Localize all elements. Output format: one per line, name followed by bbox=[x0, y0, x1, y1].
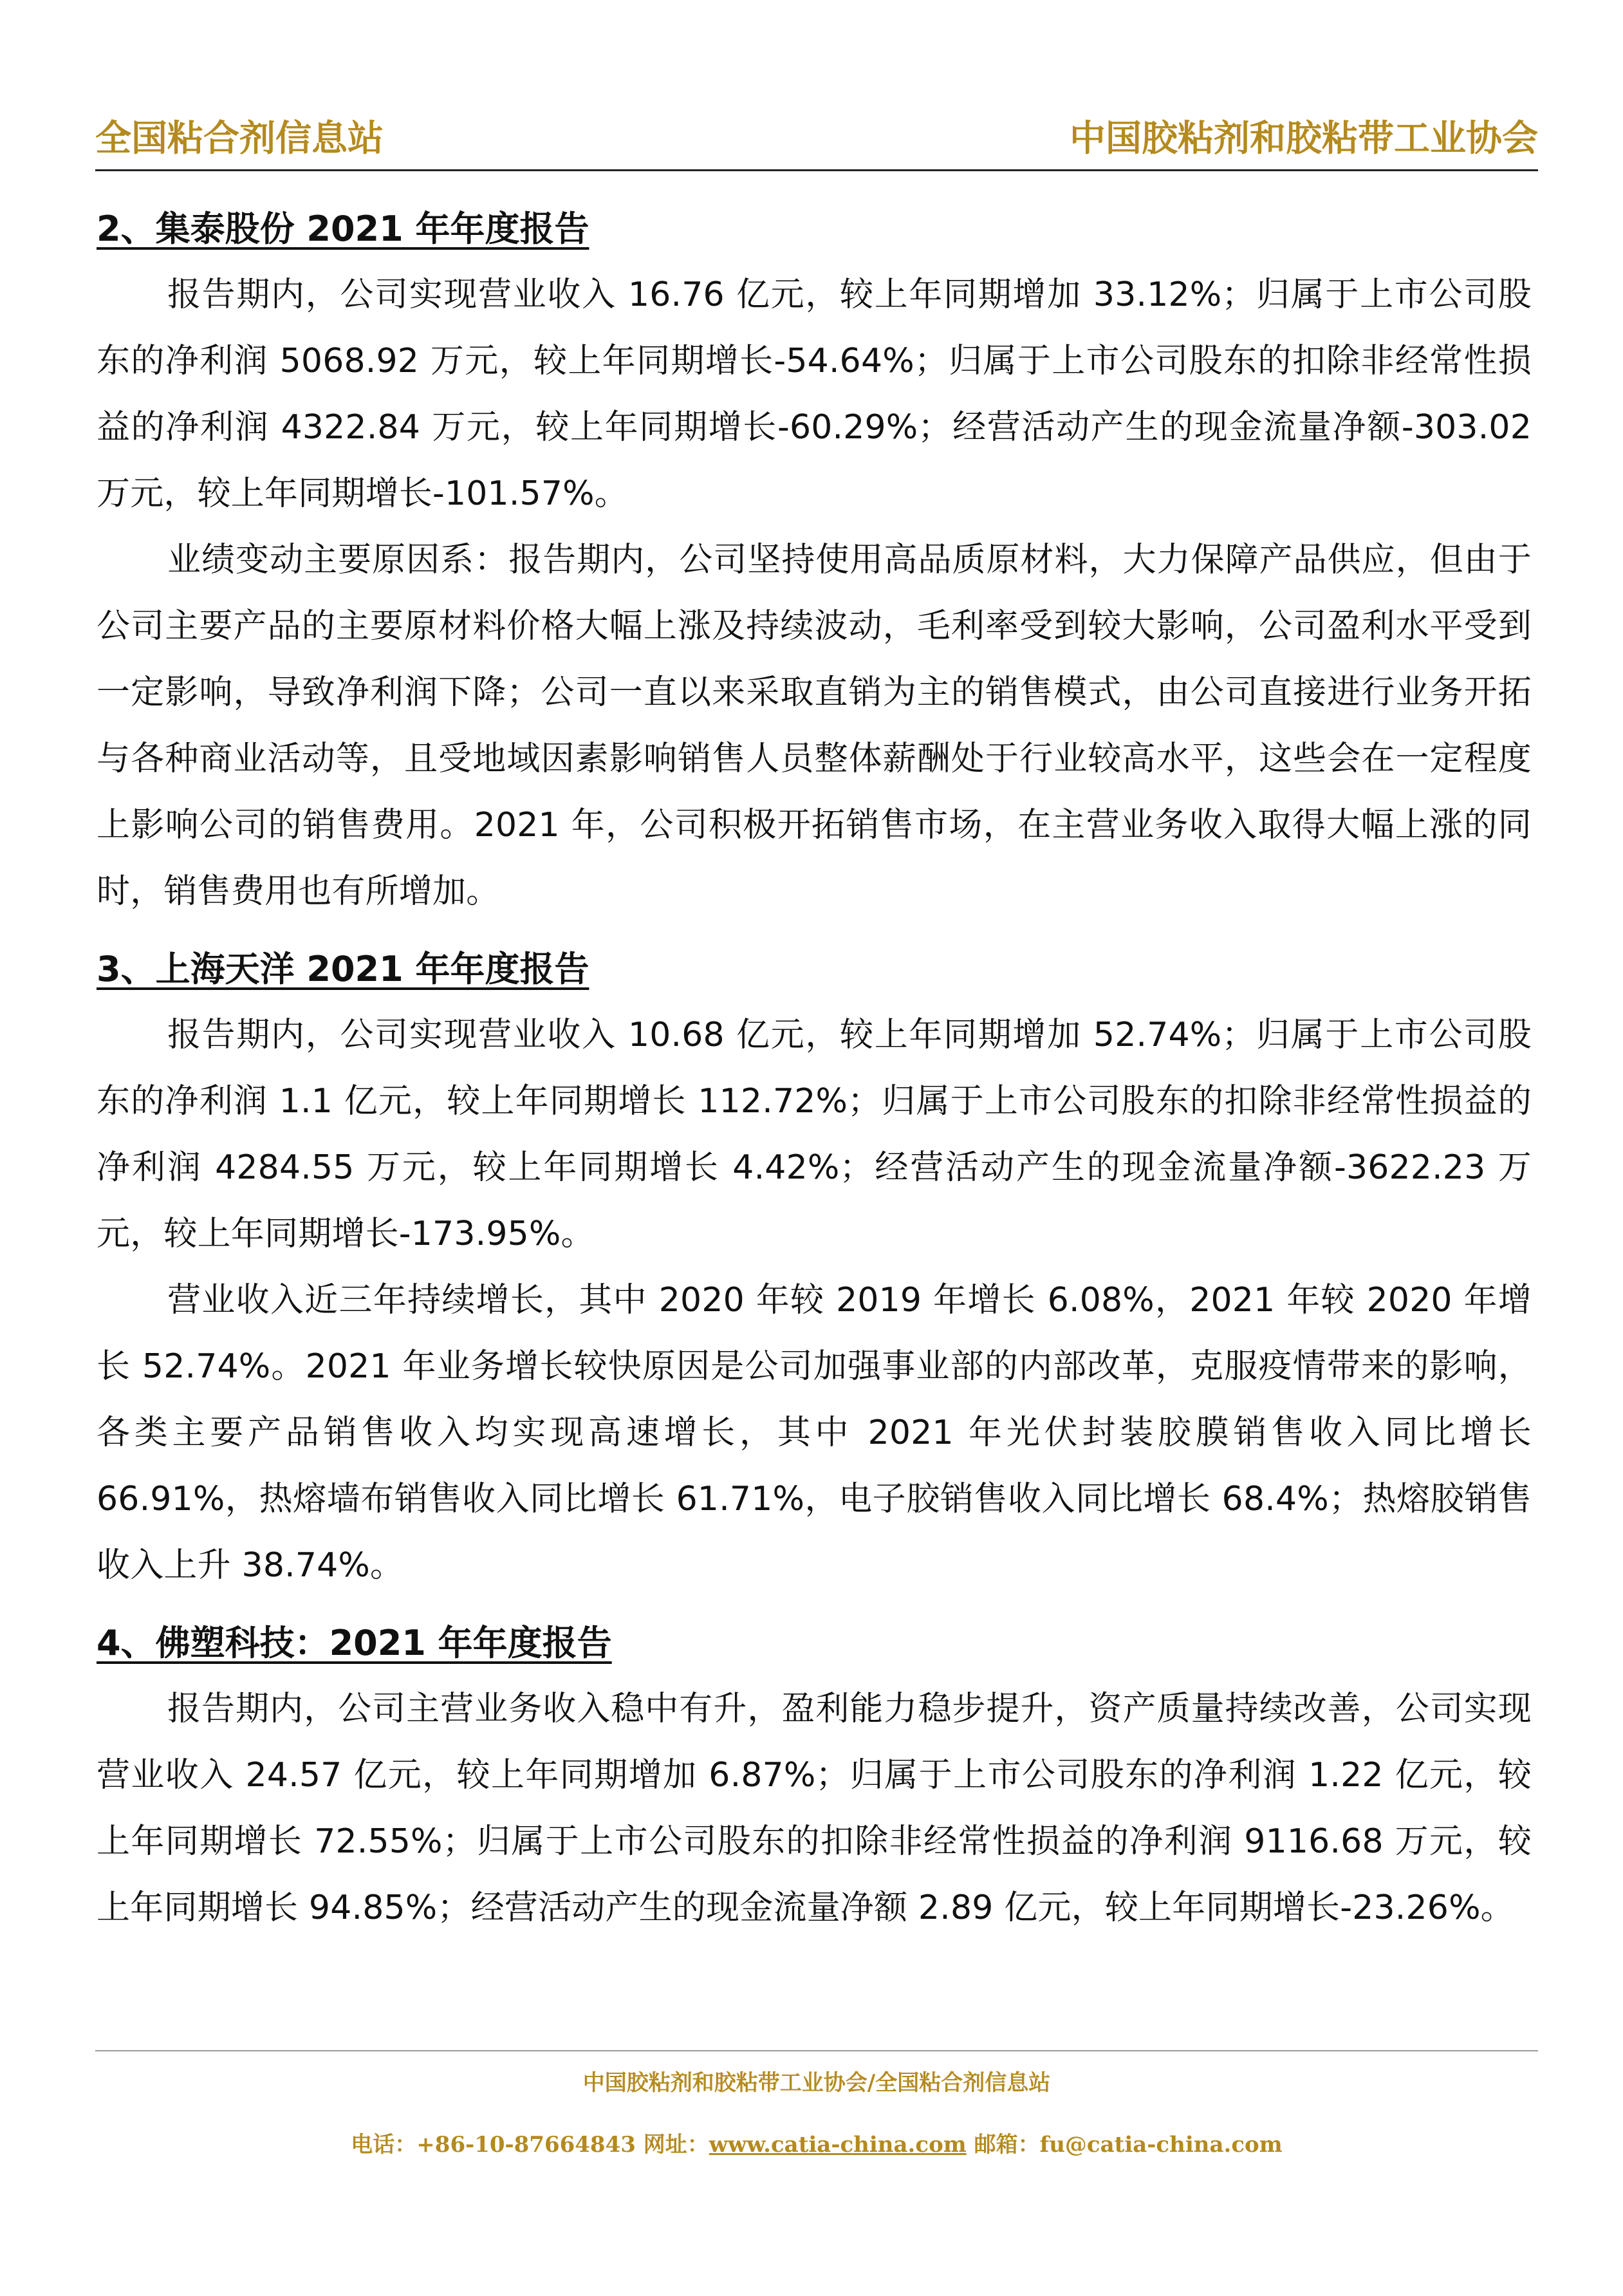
report-section-jitai bbox=[97, 196, 1532, 925]
document-body bbox=[97, 196, 1532, 1953]
report-section-tianyang bbox=[97, 937, 1532, 1599]
header-association-name: 中国胶粘剂和胶粘带工业协会 bbox=[1070, 117, 1538, 160]
footer-org-line: 中国胶粘剂和胶粘带工业协会/全国粘合剂信息站 bbox=[582, 2070, 1051, 2096]
section-title: 3、上海天洋 2021 年年度报告 bbox=[97, 949, 589, 989]
header-site-name: 全国粘合剂信息站 bbox=[95, 117, 384, 160]
paragraph: 营业收入近三年持续增长，其中 2020 年较 2019 年增长 6.08%，2021 年较 2020 年增长 52.74%。2021 年业务增长较快原因是公司加强事业部的内部改革，克服疫情带来的影响，各类主要产品销售收入均实现高速增长，其中 2021 年光伏封装胶膜销售收入同比增长 66.91%，热熔墙布销售收入同比增长 61.71%，电子胶销售收入同比增长 68.4%；热熔胶销售收入上升 38.74%。 bbox=[97, 1281, 1532, 1585]
paragraph: 报告期内，公司实现营业收入 16.76 亿元，较上年同期增加 33.12%；归属于上市公司股东的净利润 5068.92 万元，较上年同期增长-54.64%；归属于上市公司股东的扣除非经常性损益的净利润 4322.84 万元，较上年同期增长-60.29%；经营活动产生的现金流量净额-303.02 万元，较上年同期增长-101.57%。 bbox=[97, 275, 1532, 513]
section-title: 4、佛塑科技：2021 年年度报告 bbox=[97, 1623, 612, 1663]
report-section-fosu bbox=[97, 1610, 1532, 1941]
footer-contact-line bbox=[95, 2129, 1538, 2161]
section-title: 2、集泰股份 2021 年年度报告 bbox=[97, 209, 589, 249]
page-header bbox=[95, 113, 1538, 171]
footer-email: 邮箱：fu@catia-china.com bbox=[966, 2132, 1283, 2158]
paragraph: 报告期内，公司实现营业收入 10.68 亿元，较上年同期增加 52.74%；归属于上市公司股东的净利润 1.1 亿元，较上年同期增长 112.72%；归属于上市公司股东的扣除非经常性损益的净利润 4284.55 万元，较上年同期增长 4.42%；经营活动产生的现金流量净额-3622.23 万元，较上年同期增长-173.95%。 bbox=[97, 1016, 1532, 1253]
footer-website-link[interactable]: www.catia-china.com bbox=[709, 2132, 967, 2158]
footer-phone: 电话：+86-10-87664843 网址： bbox=[351, 2132, 709, 2158]
paragraph: 业绩变动主要原因系：报告期内，公司坚持使用高品质原材料，大力保障产品供应，但由于公司主要产品的主要原材料价格大幅上涨及持续波动，毛利率受到较大影响，公司盈利水平受到一定影响，导致净利润下降；公司一直以来采取直销为主的销售模式，由公司直接进行业务开拓与各种商业活动等，且受地域因素影响销售人员整体薪酬处于行业较高水平，这些会在一定程度上影响公司的销售费用。2021 年，公司积极开拓销售市场，在主营业务收入取得大幅上涨的同时，销售费用也有所增加。 bbox=[97, 541, 1532, 911]
paragraph: 报告期内，公司主营业务收入稳中有升，盈利能力稳步提升，资产质量持续改善，公司实现营业收入 24.57 亿元，较上年同期增加 6.87%；归属于上市公司股东的净利润 1.22 亿元，较上年同期增长 72.55%；归属于上市公司股东的扣除非经常性损益的净利润 9116.68 万元，较上年同期增长 94.85%；经营活动产生的现金流量净额 2.89 亿元，较上年同期增长-23.26%。 bbox=[97, 1690, 1532, 1927]
page-footer bbox=[95, 2050, 1538, 2161]
